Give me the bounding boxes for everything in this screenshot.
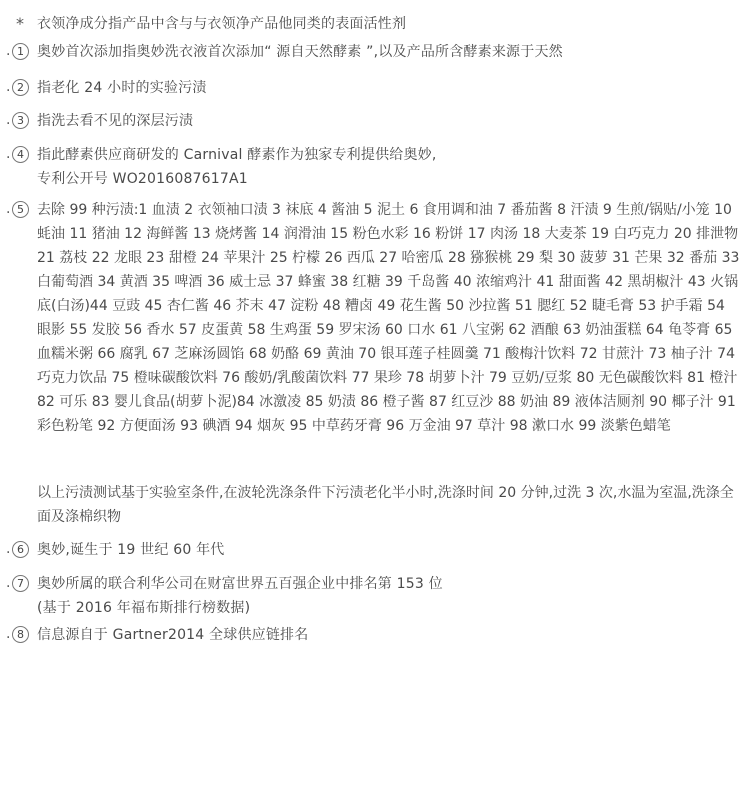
stain-list-text: 去除 99 种污渍:1 血渍 2 衣领袖口渍 3 袜底 4 酱油 5 泥土 6 食用调和油 7 番茄酱 8 汗渍 9 生煎/锅贴/小笼 10 蚝油 11 猪油 12 海鲜酱 13 烧烤酱 14 润滑油 15 粉色水彩 16 粉饼 17 肉汤 18 大麦茶 19 白巧克力 20 排泄物 21 荔枝 22 龙眼 23 甜橙 24 苹果汁 25 柠檬 26 西瓜 27 哈密瓜 28 猕猴桃 29 梨 30 菠萝 31 芒果 32 番茄 33 白葡萄酒 34 黄酒 35 啤酒 36 威士忌 37 蜂蜜 38 红糖 39 千岛酱 40 浓缩鸡汁 41 甜面酱 42 黑胡椒汁 43 火锅底(白汤)44 豆豉 45 杏仁酱 46 芥末 47 淀粉 48 糟卤 49 花生酱 50 沙拉酱 51 腮红 52 睫毛膏 53 护手霜 54 眼影 55 发胶 56 香水 57 皮蛋黄 58 生鸡蛋 59 罗宋汤 60 口水 61 八宝粥 62 酒酿 63 奶油蛋糕 64 龟苓膏 65 血糯米粥 66 腐乳 67 芝麻汤圆馅 68 奶酪 69 黄油 70 银耳莲子桂圆羹 71 酸梅汁饮料 72 甘蔗汁 73 柚子汁 74 巧克力饮品 75 橙味碳酸饮料 76 酸奶/乳酸菌饮料 77 果珍 78 胡萝卜汁 79 豆奶/豆浆 80 无色碳酸饮料 81 橙汁 82 可乐 83 婴儿食品(胡萝卜泥)84 冰激凌 85 奶渍 86 橙子酱 87 红豆沙 88 奶油 89 液体洁厕剂 90 椰子汁 91 彩色粉笔 92 方便面汤 93 碘酒 94 烟灰 95 中草药牙膏 96 万金油 97 草汁 98 漱口水 99 淡紫色蜡笔 <box>37 202 740 434</box>
note-text: 衣领净成分指产品中含与与衣领净产品他同类的表面活性剂 <box>37 16 407 32</box>
dot-marker: · <box>6 630 11 646</box>
dot-marker: · <box>6 579 11 595</box>
circled-number-7: 7 <box>12 575 29 592</box>
note-text: 指洗去看不见的深层污渍 <box>37 113 194 129</box>
circled-number-5: 5 <box>12 201 29 218</box>
circled-number-3: 3 <box>12 112 29 129</box>
dot-marker: · <box>6 47 11 63</box>
circled-number-6: 6 <box>12 541 29 558</box>
circled-number-2: 2 <box>12 79 29 96</box>
note-text: 奥妙首次添加指奥妙洗衣液首次添加“ 源自天然酵素 ”,以及产品所含酵素来源于天然 <box>37 44 563 60</box>
note-text: 奥妙,诞生于 19 世纪 60 年代 <box>37 542 225 558</box>
dot-marker: · <box>6 116 11 132</box>
note-text: 信息源自于 Gartner2014 全球供应链排名 <box>37 627 309 643</box>
circled-number-1: 1 <box>12 43 29 60</box>
note-text-line-2: 专利公开号 WO2016087617A1 <box>37 171 248 187</box>
note-text-line-1: 指此酵素供应商研发的 Carnival 酵素作为独家专利提供给奥妙, <box>37 147 437 163</box>
circled-number-4: 4 <box>12 146 29 163</box>
dot-marker: · <box>6 83 11 99</box>
note-text-line-1: 奥妙所属的联合利华公司在财富世界五百强企业中排名第 153 位 <box>37 576 443 592</box>
test-conditions-text: 以上污渍测试基于实验室条件,在波轮洗涤条件下污渍老化半小时,洗涤时间 20 分钟,过洗 3 次,水温为室温,洗涤全面及涤棉织物 <box>37 485 734 525</box>
note-text-line-2: (基于 2016 年福布斯排行榜数据) <box>37 600 251 616</box>
circled-number-8: 8 <box>12 626 29 643</box>
dot-marker: · <box>6 150 11 166</box>
note-text: 指老化 24 小时的实验污渍 <box>37 80 207 96</box>
dot-marker: · <box>6 545 11 561</box>
asterisk-marker: * <box>16 14 24 33</box>
dot-marker: · <box>6 205 11 221</box>
